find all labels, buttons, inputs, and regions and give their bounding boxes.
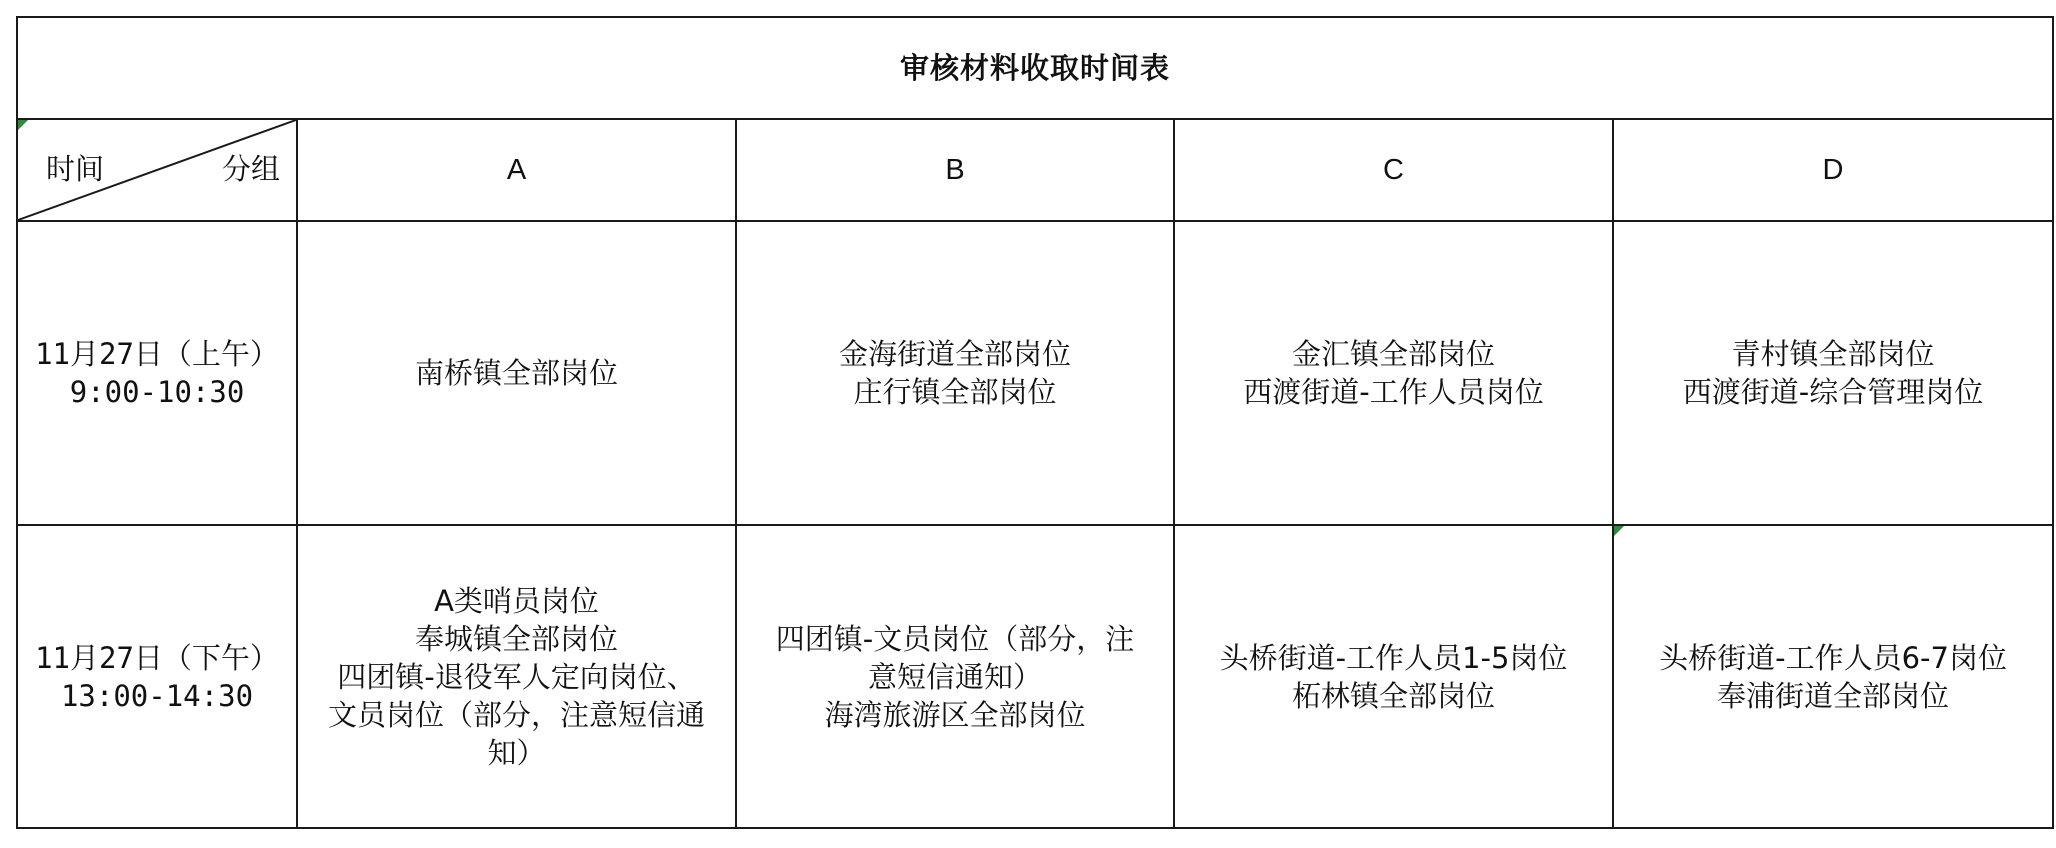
cell-line: 四团镇-文员岗位（部分，注 — [775, 621, 1135, 656]
time-date: 11月27日（下午） — [35, 640, 279, 675]
cell-line: 头桥街道-工作人员1-5岗位 — [1219, 640, 1568, 675]
group-header-a[interactable]: A — [297, 119, 736, 221]
cell-comment-marker — [1614, 526, 1624, 536]
cell-morning-a[interactable] — [297, 221, 736, 525]
cell-line: A类哨员岗位 — [434, 583, 599, 618]
cell-line: 青村镇全部岗位 — [1731, 337, 1935, 371]
cell-line: 奉城镇全部岗位 — [414, 621, 618, 656]
cell-morning-b[interactable] — [736, 221, 1174, 525]
cell-afternoon-c[interactable] — [1174, 525, 1613, 828]
cell-line: 金汇镇全部岗位 — [1291, 337, 1495, 371]
time-range: 9:00-10:30 — [69, 375, 245, 409]
group-header-b[interactable]: B — [736, 119, 1174, 221]
group-axis-label: 分组 — [221, 152, 280, 186]
morning-row — [17, 221, 2053, 525]
corner-header-cell[interactable] — [17, 119, 297, 221]
cell-line: 意短信通知） — [867, 659, 1042, 694]
schedule-table — [16, 16, 2054, 829]
cell-line: 柘林镇全部岗位 — [1291, 678, 1495, 713]
cell-morning-d[interactable] — [1613, 221, 2053, 525]
cell-line: 南桥镇全部岗位 — [414, 356, 618, 390]
cell-line: 西渡街道-综合管理岗位 — [1682, 375, 1984, 409]
cell-morning-c[interactable] — [1174, 221, 1613, 525]
cell-line: 四团镇-退役军人定向岗位、 — [337, 659, 696, 694]
cell-line: 知） — [487, 735, 546, 770]
cell-line: 西渡街道-工作人员岗位 — [1243, 375, 1544, 409]
time-axis-label: 时间 — [46, 152, 105, 186]
cell-afternoon-b[interactable] — [736, 525, 1174, 828]
cell-line: 文员岗位（部分，注意短信通 — [327, 697, 705, 732]
cell-line: 头桥街道-工作人员6-7岗位 — [1659, 640, 2007, 675]
cell-line: 庄行镇全部岗位 — [853, 375, 1057, 409]
title-row — [17, 17, 2053, 119]
cell-afternoon-d[interactable] — [1613, 525, 2053, 828]
schedule-sheet — [16, 16, 2052, 834]
group-header-c[interactable]: C — [1174, 119, 1613, 221]
time-cell-morning[interactable] — [17, 221, 297, 525]
cell-line: 金海街道全部岗位 — [838, 337, 1071, 371]
cell-line: 海湾旅游区全部岗位 — [824, 697, 1086, 732]
time-date: 11月27日（上午） — [35, 337, 279, 371]
table-title: 审核材料收取时间表 — [17, 17, 2053, 119]
header-row — [17, 119, 2053, 221]
cell-afternoon-a[interactable] — [297, 525, 736, 828]
time-range: 13:00-14:30 — [60, 678, 254, 713]
afternoon-row — [17, 525, 2053, 828]
cell-line: 奉浦街道全部岗位 — [1717, 678, 1950, 713]
group-header-d[interactable]: D — [1613, 119, 2053, 221]
time-cell-afternoon[interactable] — [17, 525, 297, 828]
